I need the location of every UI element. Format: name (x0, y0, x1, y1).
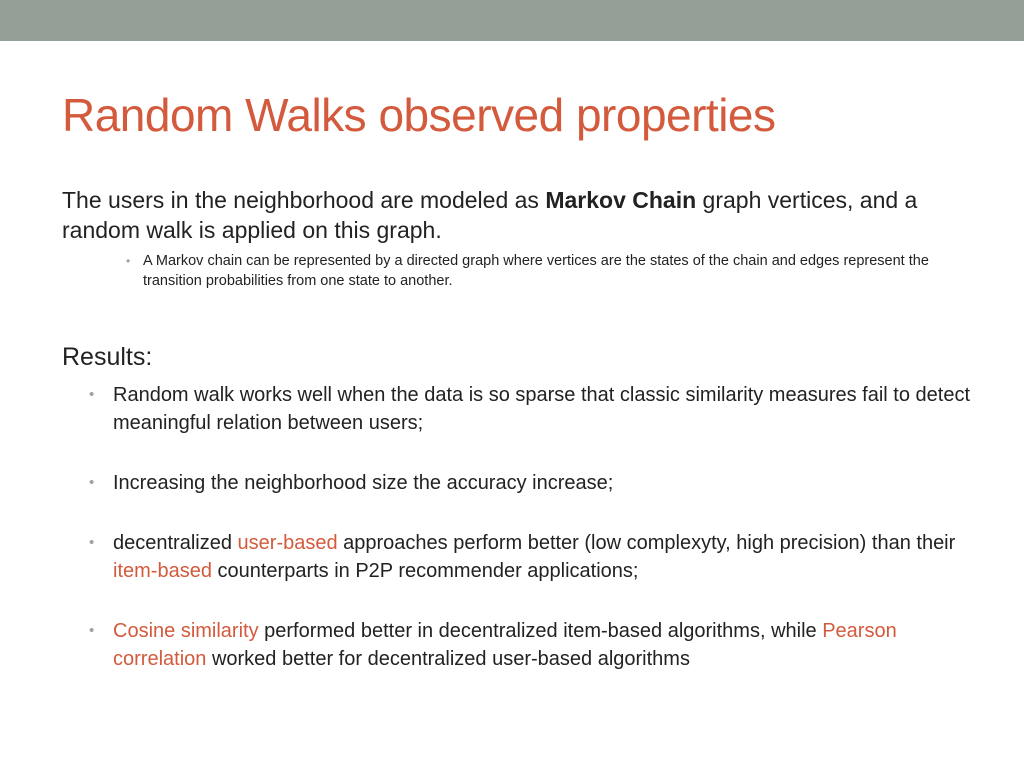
intro-text-before: The users in the neighborhood are modeled as (62, 187, 546, 213)
slide-title: Random Walks observed properties (62, 89, 776, 141)
top-banner-bar (0, 0, 1024, 41)
sub-bullet-list (62, 251, 972, 291)
intro-paragraph (62, 185, 972, 245)
results-item (89, 529, 972, 585)
results-item-text: performed better in decentralized item-based algorithms, while (258, 620, 823, 642)
results-list (62, 381, 972, 673)
results-item (89, 469, 972, 497)
results-item (89, 381, 972, 437)
bullet-icon: • (89, 534, 95, 551)
results-item (89, 617, 972, 673)
bullet-icon: • (89, 386, 95, 403)
results-item-text: Increasing the neighborhood size the accuracy increase; (113, 472, 614, 494)
user-based-highlight: user-based (237, 532, 338, 554)
bullet-icon: • (126, 254, 131, 268)
results-item-text: approaches perform better (low complexyty, high precision) than their (337, 532, 956, 554)
results-item-text: Random walk works well when the data is so sparse that classic similarity measures fail to detect meaningful relation between users; (113, 384, 971, 434)
results-item-text: decentralized (113, 532, 238, 554)
intro-bold-term: Markov Chain (545, 187, 697, 213)
sub-bullet-text: A Markov chain can be represented by a directed graph where vertices are the states of the chain and edges represent the transition probabilities from one state to another. (143, 253, 929, 289)
results-heading: Results: (62, 343, 153, 371)
bullet-icon: • (89, 622, 95, 639)
sub-bullet-item (126, 251, 972, 291)
slide-content (62, 185, 972, 705)
results-item-text: counterparts in P2P recommender applications; (211, 560, 639, 582)
cosine-similarity-highlight: Cosine similarity (113, 620, 259, 642)
bullet-icon: • (89, 474, 95, 491)
results-item-text: worked better for decentralized user-based algorithms (206, 648, 690, 670)
pearson-correlation-highlight: Pearson correlation (113, 620, 897, 670)
intro-text-after: graph vertices, and a random walk is applied on this graph. (62, 187, 918, 243)
item-based-highlight: item-based (113, 560, 212, 582)
